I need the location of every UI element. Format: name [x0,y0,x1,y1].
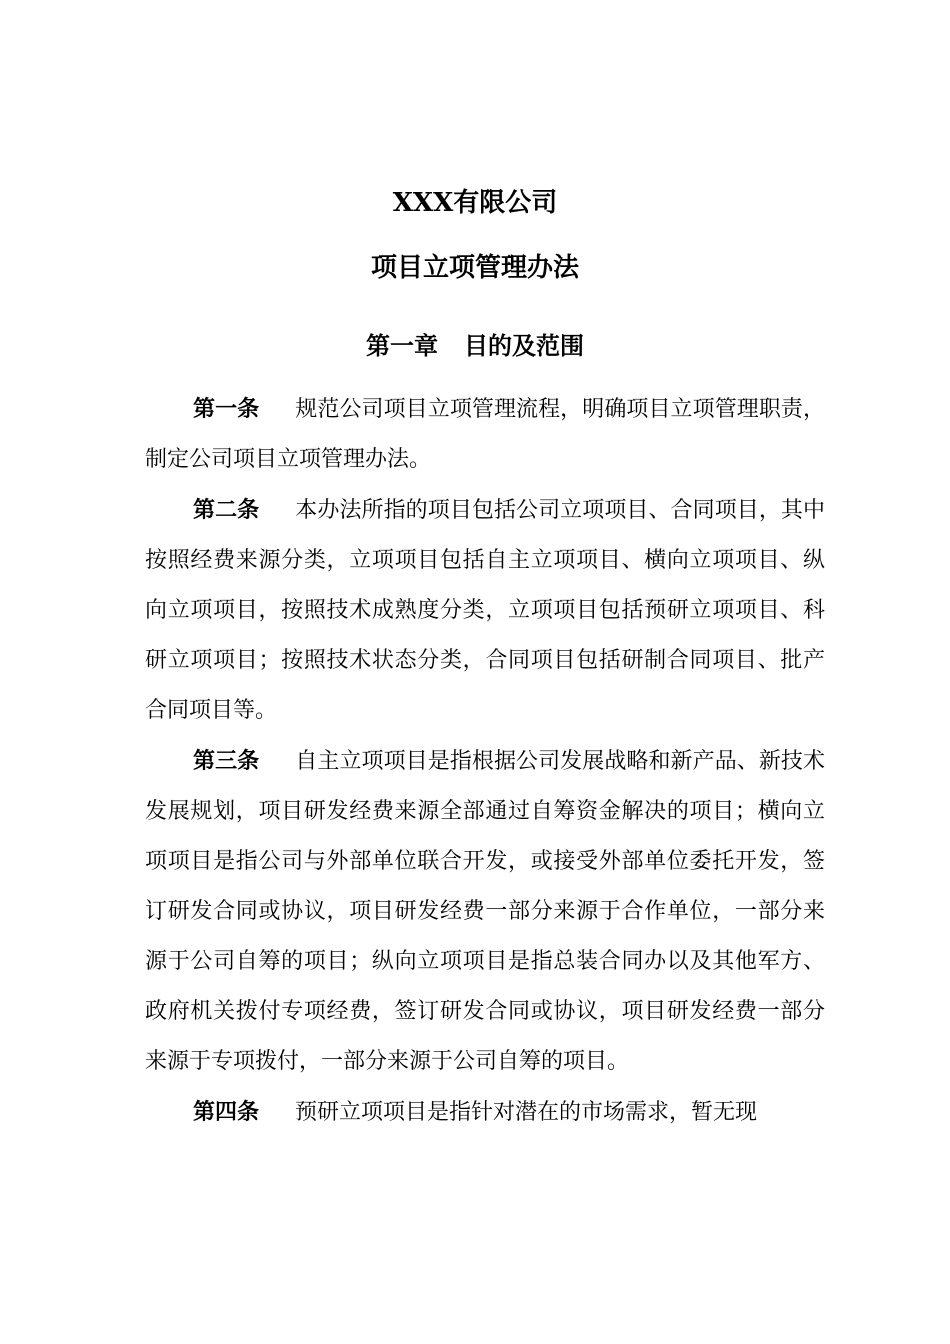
company-title: XXX有限公司 [392,188,558,218]
chapter-name: 目的及范围 [464,331,584,360]
article-text: 自主立项项目是指根据公司发展战略和新产品、新技术发展规划，项目研发经费来源全部通过自筹资金解决的项目；横向立项项目是指公司与外部单位联合开发，或接受外部单位委托开发，签订研发合同或协议，项目研发经费一部分来源于合作单位，一部分来源于公司自筹的项目；纵向立项项目是指总装合同办以及其他军方、政府机关拨付专项经费，签订研发合同或协议，项目研发经费一部分来源于专项拨付，一部分来源于公司自筹的项目。 [145,749,825,1074]
article-3 [145,736,825,1087]
chapter-heading [0,324,950,368]
article-text: 预研立项项目是指针对潜在的市场需求，暂无现 [295,1100,758,1125]
article-2 [145,485,825,736]
article-1 [145,384,825,485]
chapter-number: 第一章 [366,331,438,360]
article-text: 本办法所指的项目包括公司立项项目、合同项目，其中按照经费来源分类，立项项目包括自主立项项目、横向立项项目、纵向立项项目，按照技术成熟度分类，立项项目包括预研立项项目、科研立项项目；按照技术状态分类，合同项目包括研制合同项目、批产合同项目等。 [145,498,825,723]
article-label: 第三条 [193,748,260,774]
article-label: 第二条 [193,497,260,523]
article-label: 第四条 [193,1099,260,1125]
document-body [145,384,825,1138]
article-text: 规范公司项目立项管理流程，明确项目立项管理职责，制定公司项目立项管理办法。 [145,397,825,472]
article-4 [145,1087,825,1138]
article-label: 第一条 [193,396,260,422]
document-title: 项目立项管理办法 [370,253,579,283]
